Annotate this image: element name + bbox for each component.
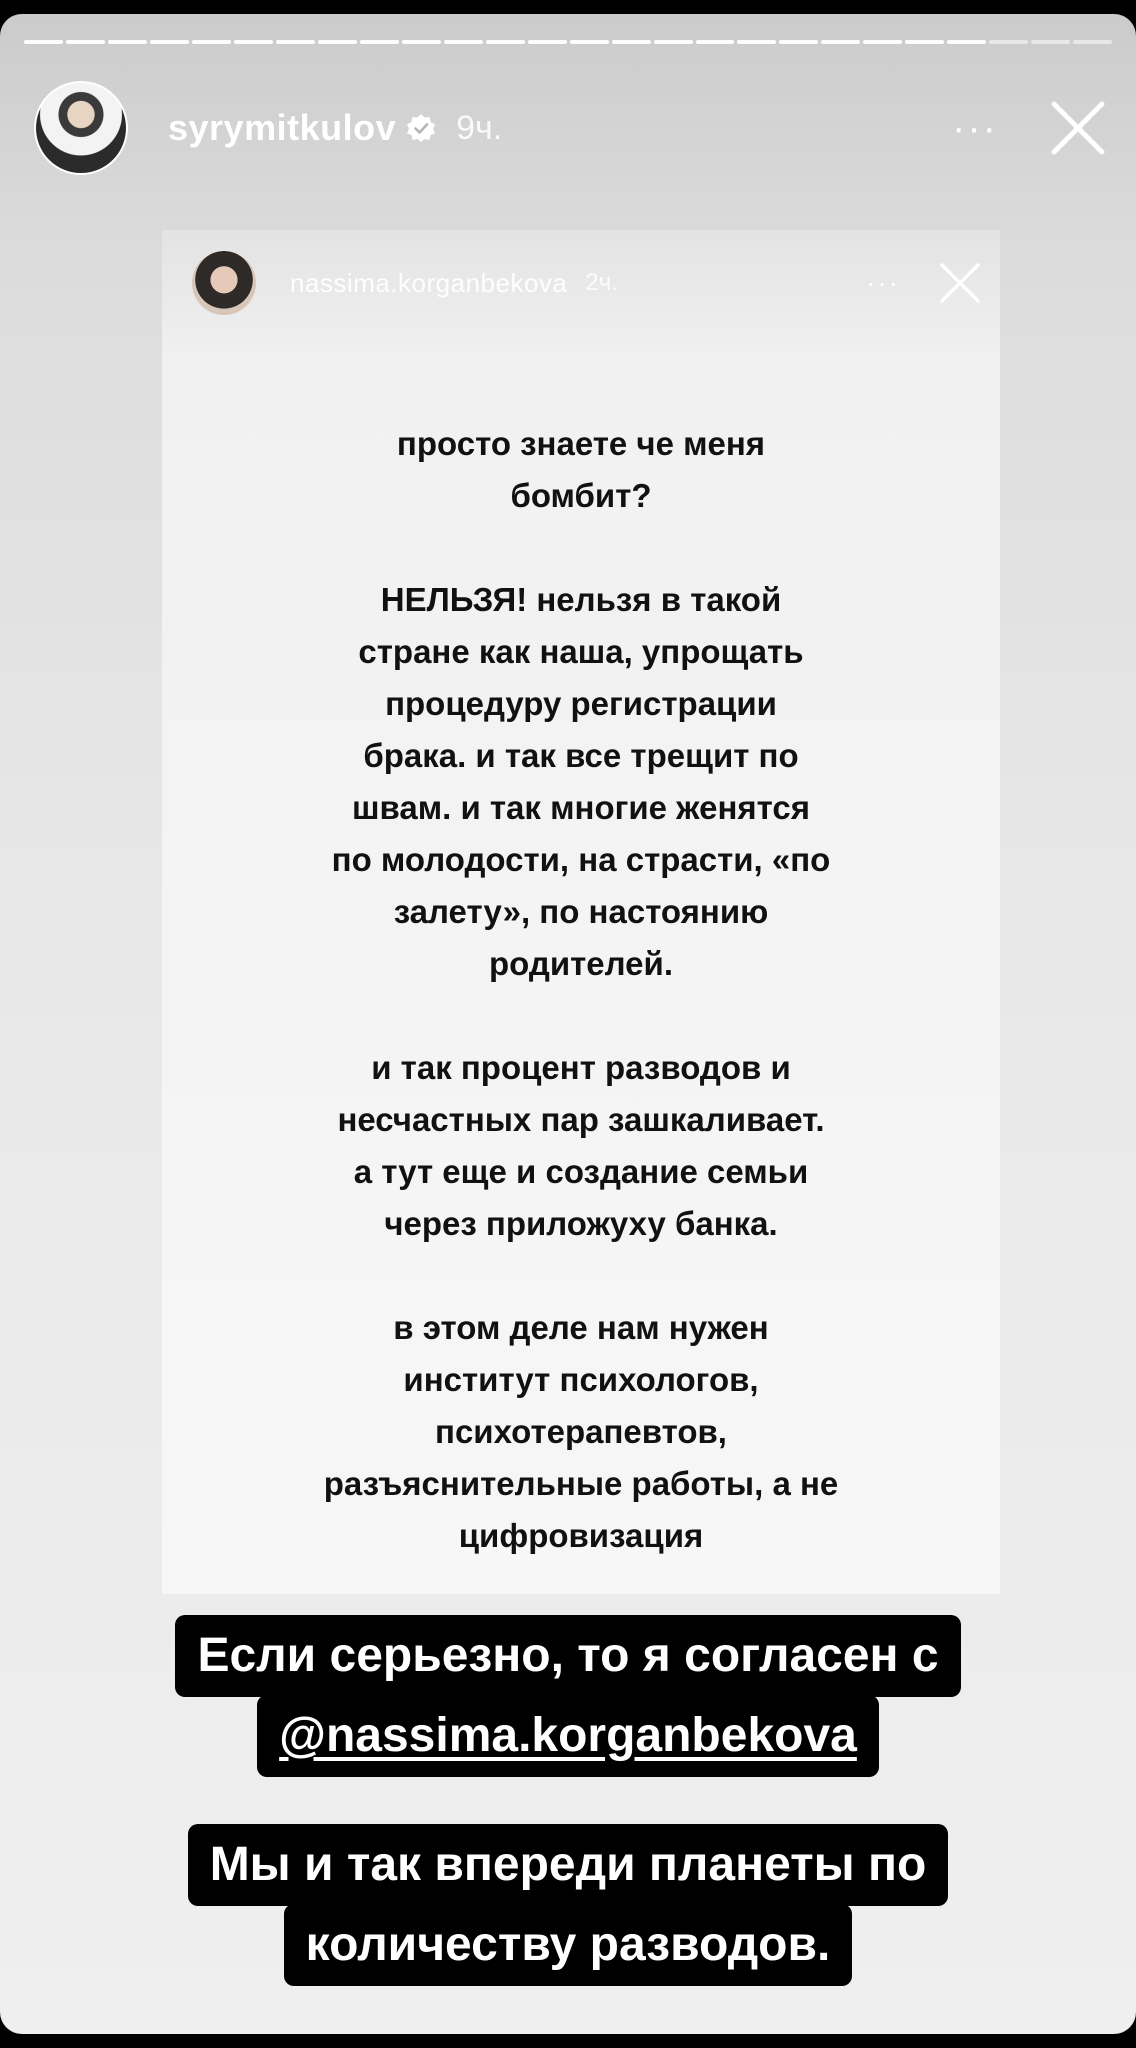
caption-line: Мы и так впереди планеты по [188,1824,949,1906]
caption-line: Если серьезно, то я согласен с [175,1615,960,1697]
caption-agree [0,1615,1136,1777]
text-paragraph [222,418,940,522]
text-line: стране как наша, упрощать [358,633,804,670]
shared-author-avatar [192,251,256,315]
progress-segment [989,40,1028,44]
progress-segment [402,40,441,44]
progress-segment [234,40,273,44]
text-line: бомбит? [510,477,652,514]
text-line: психотерапевтов, [435,1413,727,1450]
shared-story-screenshot [162,230,1000,1594]
shared-story-header [192,250,982,316]
progress-segment [24,40,63,44]
shared-close-icon [938,261,982,305]
progress-segment [696,40,735,44]
author-avatar[interactable] [34,81,128,175]
text-line: и так процент разводов и [371,1049,791,1086]
caption-divorces [0,1824,1136,1986]
author-username[interactable]: syrymitkulov [168,107,397,148]
progress-segment [779,40,818,44]
text-line: а тут еще и создание семьи [353,1153,809,1190]
progress-segment [276,40,315,44]
progress-segment [486,40,525,44]
progress-segment [150,40,189,44]
text-line: брака. и так все трещит по [363,737,799,774]
text-paragraph [222,574,940,990]
shared-story-text [222,418,940,1562]
progress-segment [360,40,399,44]
text-line: процедуру регистрации [385,685,777,722]
progress-segment [863,40,902,44]
progress-segment [444,40,483,44]
progress-segment [108,40,147,44]
text-line: швам. и так многие женятся [351,789,810,826]
progress-segment [737,40,776,44]
text-line: институт психологов, [403,1361,759,1398]
caption-line: количеству разводов. [284,1904,853,1986]
post-time: 9ч. [456,108,503,147]
text-line: через приложуху банка. [384,1205,778,1242]
progress-segment [654,40,693,44]
progress-segment [821,40,860,44]
story-header [34,80,1114,176]
shared-author-username: nassima.korganbekova [290,267,568,298]
progress-segment [1073,40,1112,44]
story-progress-bar [24,40,1112,44]
mention-link[interactable]: @nassima.korganbekova [279,1709,857,1762]
text-line: цифровизация [458,1517,704,1554]
text-line: родителей. [489,945,673,982]
text-paragraph [222,1042,940,1250]
story-viewer[interactable] [0,14,1136,2034]
verified-badge-icon [406,113,436,143]
progress-segment [570,40,609,44]
text-line: по молодости, на страсти, «по [331,841,831,878]
text-line: НЕЛЬЗЯ! нельзя в такой [380,581,782,618]
text-line: в этом деле нам нужен [393,1309,769,1346]
progress-segment [947,40,986,44]
shared-more-options-icon: ··· [866,267,900,298]
text-line: залету», по настоянию [393,893,769,930]
progress-segment [1031,40,1070,44]
progress-segment [612,40,651,44]
text-line: разъяснительные работы, а не [323,1465,839,1502]
text-paragraph [222,1302,940,1562]
close-icon[interactable] [1048,98,1108,158]
shared-post-time: 2ч. [585,269,618,296]
text-line: просто знаете че меня [396,425,766,462]
text-line: несчастных пар зашкаливает. [337,1101,825,1138]
progress-segment [905,40,944,44]
progress-segment [528,40,567,44]
progress-segment [192,40,231,44]
more-options-icon[interactable]: ··· [952,106,998,150]
progress-segment [318,40,357,44]
progress-segment [66,40,105,44]
caption-mention-line[interactable] [257,1695,879,1777]
